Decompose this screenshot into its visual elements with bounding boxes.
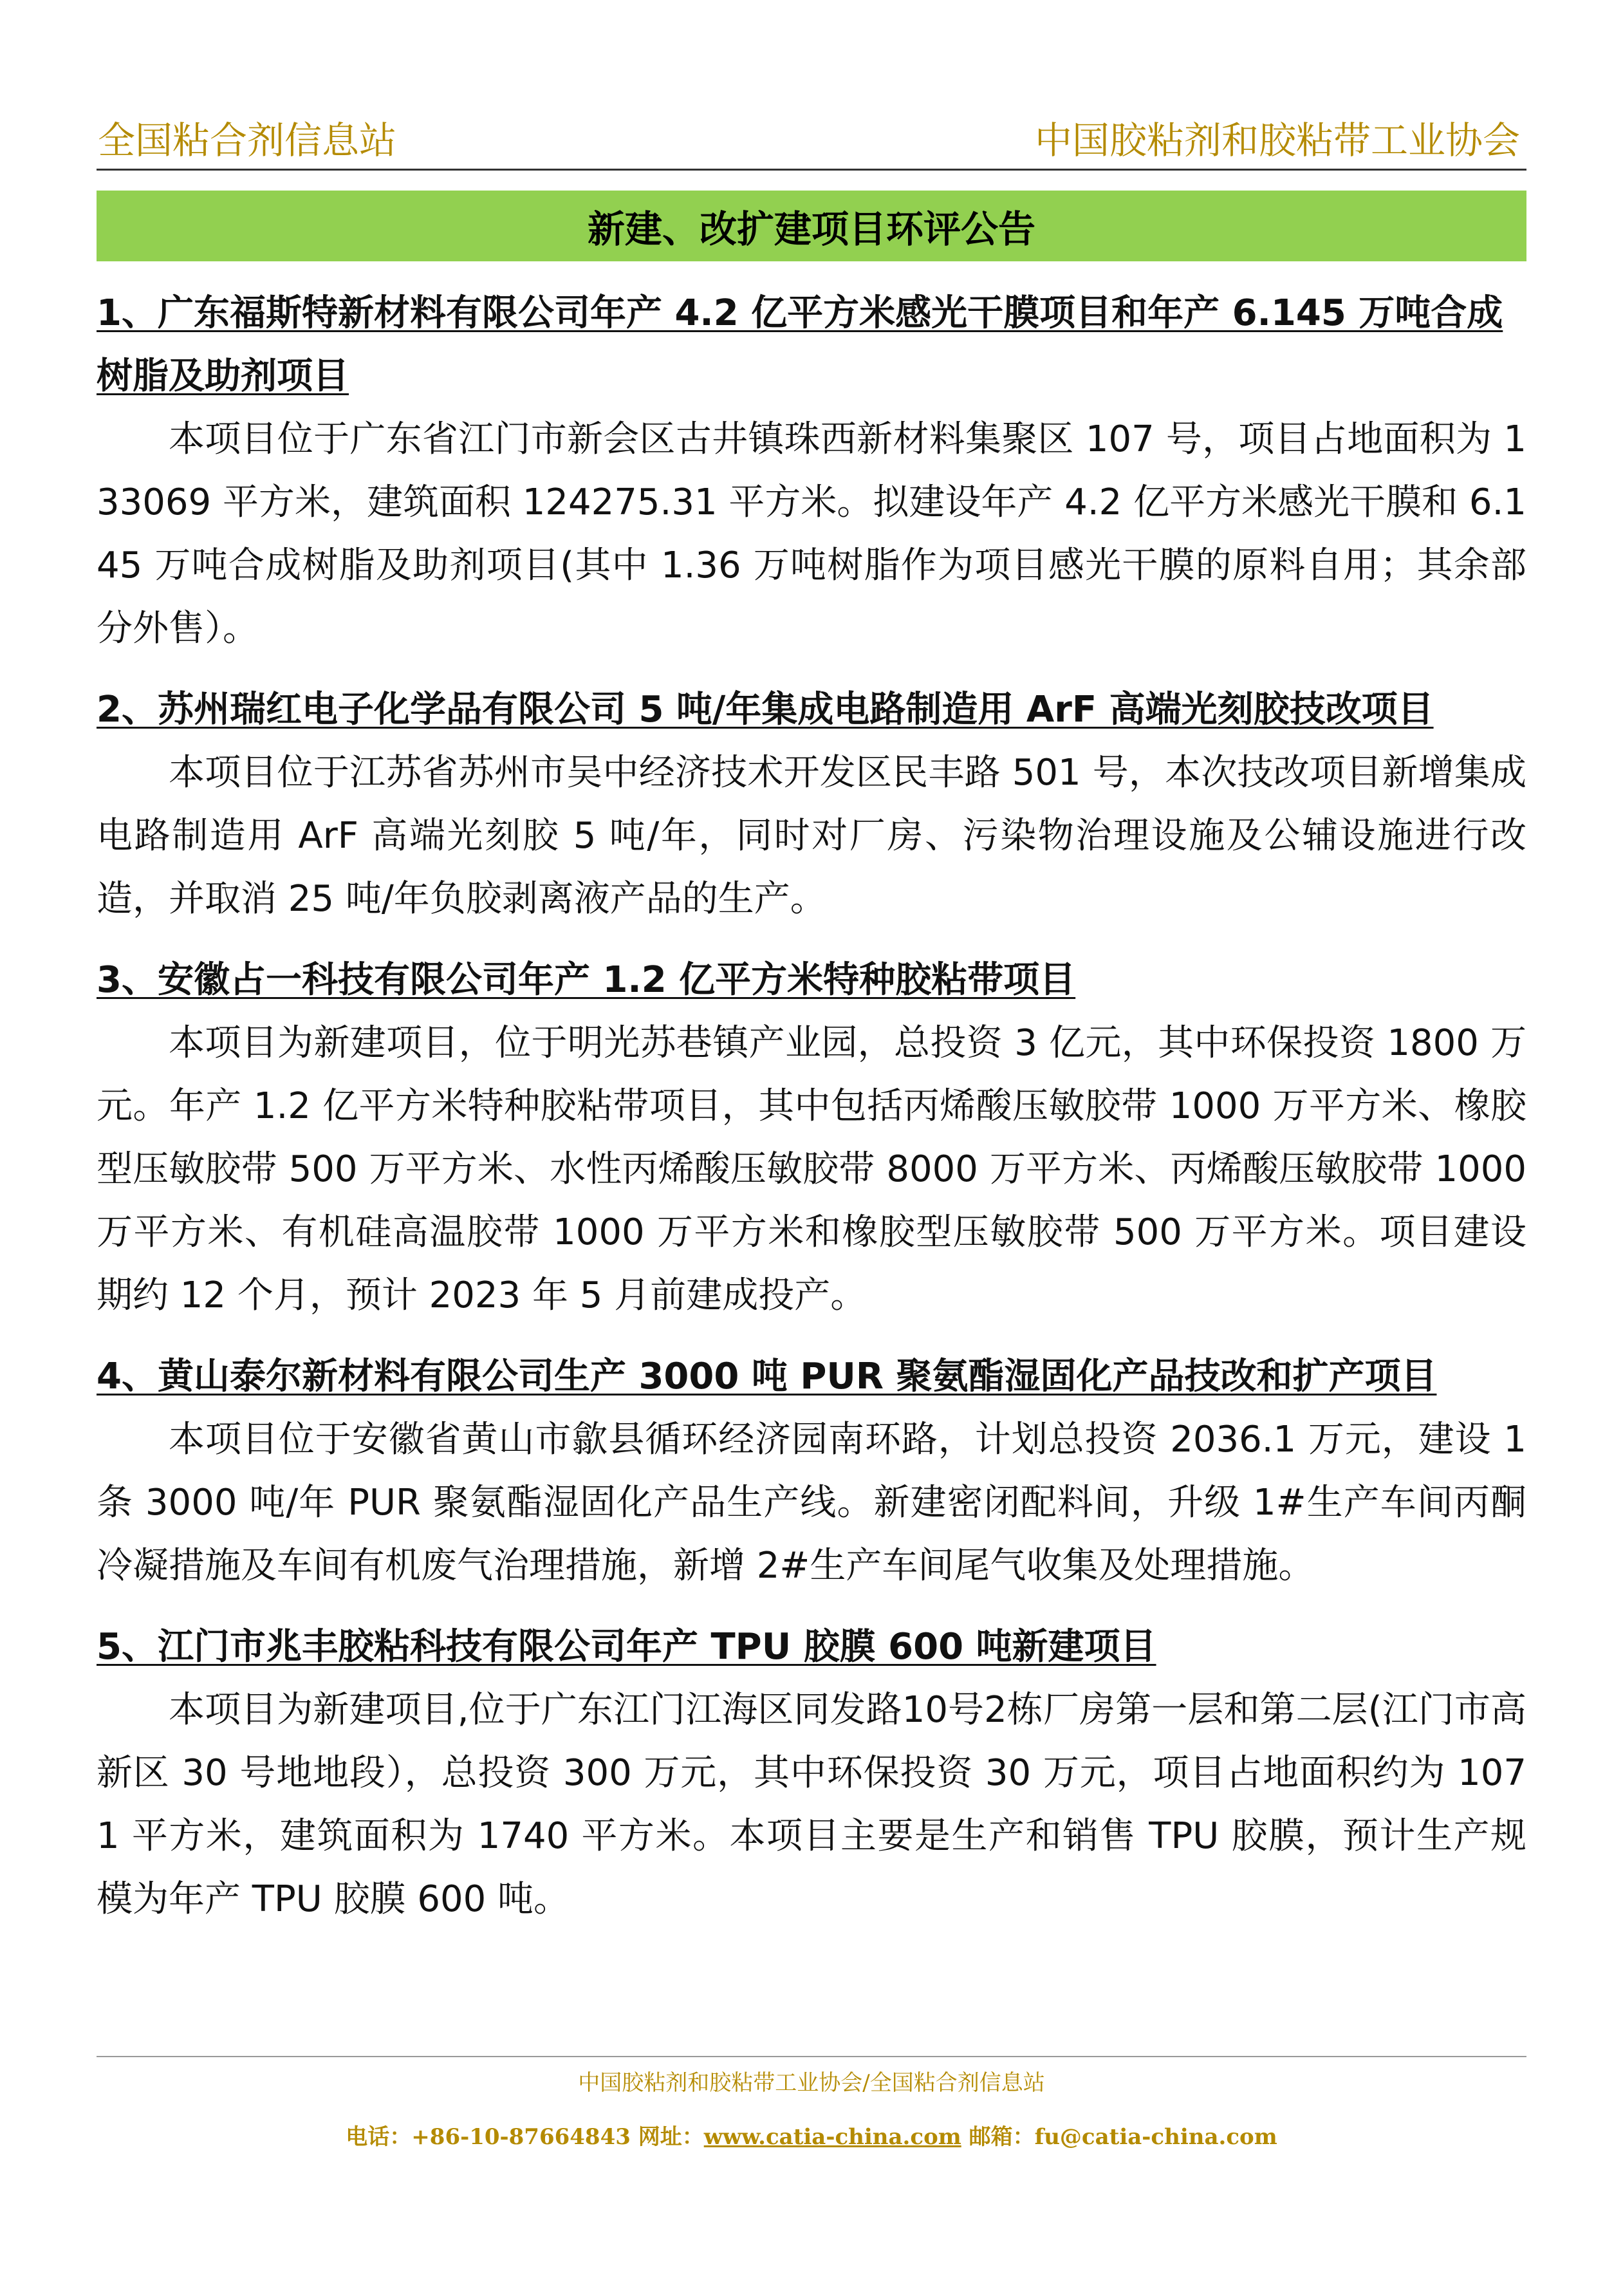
- section-title: 1、广东福斯特新材料有限公司年产 4.2 亿平方米感光干膜项目和年产 6.145 万吨合成树脂及助剂项目: [97, 292, 1503, 397]
- header-right: 中国胶粘剂和胶粘带工业协会: [1034, 118, 1520, 162]
- header-left: 全国粘合剂信息站: [98, 118, 397, 162]
- footer-contact: [0, 2118, 1623, 2156]
- section-body: 本项目为新建项目,位于广东江门江海区同发路10号2栋厂房第一层和第二层(江门市高新区 30 号地地段），总投资 300 万元，其中环保投资 30 万元，项目占地面积约为 1071 平方米，建筑面积为 1740 平方米。本项目主要是生产和销售 TPU 胶膜，预计生产规模为年产 TPU 胶膜 600 吨。: [97, 1689, 1526, 1920]
- section-title: 4、黄山泰尔新材料有限公司生产 3000 吨 PUR 聚氨酯湿固化产品技改和扩产项目: [97, 1356, 1437, 1397]
- section-5: [97, 1616, 1526, 1931]
- content: [97, 282, 1526, 1949]
- section-title: 3、安徽占一科技有限公司年产 1.2 亿平方米特种胶粘带项目: [97, 959, 1076, 1001]
- section-body: 本项目位于广东省江门市新会区古井镇珠西新材料集聚区 107 号，项目占地面积为 133069 平方米，建筑面积 124275.31 平方米。拟建设年产 4.2 亿平方米感光干膜和 6.145 万吨合成树脂及助剂项目(其中 1.36 万吨树脂作为项目感光干膜的原料自用；其余部分外售）。: [97, 418, 1526, 649]
- title-banner: [97, 191, 1526, 261]
- footer-email: 邮箱：fu@catia-china.com: [961, 2124, 1277, 2150]
- footer-rule: [97, 2056, 1526, 2057]
- section-body: 本项目为新建项目，位于明光苏巷镇产业园，总投资 3 亿元，其中环保投资 1800 万元。年产 1.2 亿平方米特种胶粘带项目，其中包括丙烯酸压敏胶带 1000 万平方米、橡胶型压敏胶带 500 万平方米、水性丙烯酸压敏胶带 8000 万平方米、丙烯酸压敏胶带 1000 万平方米、有机硅高温胶带 1000 万平方米和橡胶型压敏胶带 500 万平方米。项目建设期约 12 个月，预计 2023 年 5 月前建成投产。: [97, 1022, 1527, 1316]
- section-3: [97, 949, 1526, 1327]
- section-title: 2、苏州瑞红电子化学品有限公司 5 吨/年集成电路制造用 ArF 高端光刻胶技改项目: [97, 689, 1434, 731]
- banner-title: 新建、改扩建项目环评公告: [587, 207, 1035, 251]
- section-4: [97, 1345, 1526, 1598]
- footer-org: 中国胶粘剂和胶粘带工业协会/全国粘合剂信息站: [578, 2070, 1045, 2096]
- section-body: 本项目位于江苏省苏州市吴中经济技术开发区民丰路 501 号，本次技改项目新增集成电路制造用 ArF 高端光刻胶 5 吨/年，同时对厂房、污染物治理设施及公辅设施进行改造，并取消 25 吨/年负胶剥离液产品的生产。: [97, 752, 1526, 920]
- footer-phone: 电话：+86-10-87664843 网址：: [346, 2124, 704, 2150]
- header-rule: [97, 169, 1526, 171]
- footer-website-link[interactable]: www.catia-china.com: [703, 2124, 961, 2150]
- section-1: [97, 282, 1526, 660]
- section-title: 5、江门市兆丰胶粘科技有限公司年产 TPU 胶膜 600 吨新建项目: [97, 1626, 1156, 1668]
- section-2: [97, 678, 1526, 931]
- section-body: 本项目位于安徽省黄山市歙县循环经济园南环路，计划总投资 2036.1 万元，建设 1 条 3000 吨/年 PUR 聚氨酯湿固化产品生产线。新建密闭配料间，升级 1#生产车间丙酮冷凝措施及车间有机废气治理措施，新增 2#生产车间尾气收集及处理措施。: [97, 1419, 1526, 1587]
